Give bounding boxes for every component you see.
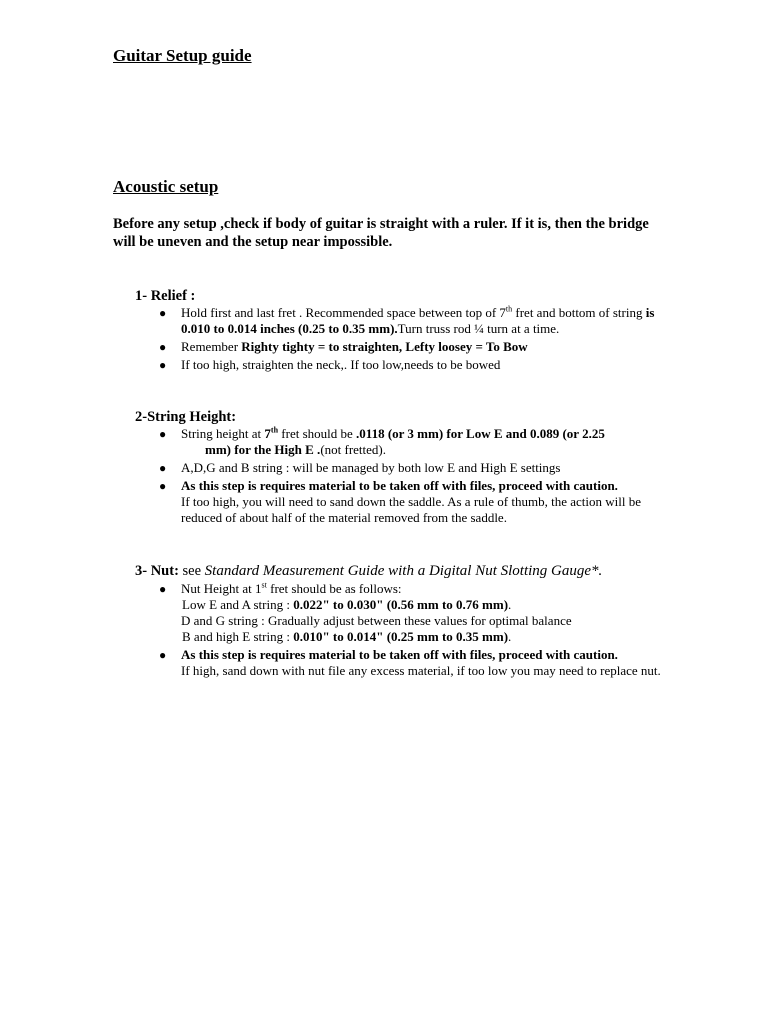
- nut-b1-sup: st: [261, 580, 267, 590]
- string-height-heading: 2-String Height:: [135, 409, 237, 425]
- list-item: [159, 304, 666, 337]
- bullet-icon: ●: [159, 358, 167, 372]
- sh-b1-bold: .0118 (or 3 mm) for Low E and 0.089 (or 2.25: [356, 426, 605, 441]
- nut-be-line: [181, 629, 666, 645]
- nut-low-e-value: 0.022" to 0.030" (0.56 mm to 0.76 mm): [293, 597, 509, 612]
- bullet-icon: ●: [159, 648, 167, 662]
- section-title-acoustic-setup: Acoustic setup: [113, 177, 219, 196]
- bullet-icon: ●: [159, 427, 167, 441]
- relief-b3-text: If too high, straighten the neck,. If too low,needs to be bowed: [181, 357, 501, 372]
- relief-list: [159, 304, 666, 375]
- sh-b1-bold-num: 7: [264, 426, 271, 441]
- relief-b1-sup: th: [505, 304, 513, 314]
- sh-b3-text: If too high, you will need to sand down the saddle. As a rule of thumb, the action will be reduced of about half of the material removed from the saddle.: [181, 494, 641, 525]
- sh-b1-sup: th: [270, 425, 279, 435]
- nut-heading-italic: Standard Measurement Guide with a Digital Nut Slotting Gauge*.: [204, 563, 603, 579]
- intro-paragraph: Before any setup ,check if body of guitar is straight with a ruler. If it is, then the bridge will be uneven and the setup near impossible.: [113, 216, 649, 250]
- sh-b3-bold: As this step is requires material to be taken off with files, proceed with caution.: [181, 478, 618, 493]
- nut-be-value: 0.010" to 0.014" (0.25 mm to 0.35 mm): [293, 629, 509, 644]
- sh-b1-text: String height at: [181, 426, 265, 441]
- nut-be-end: .: [508, 629, 512, 644]
- list-item: [159, 425, 666, 458]
- sh-b1-text3: (not fretted).: [320, 442, 387, 457]
- relief-b1-text: Hold first and last fret . Recommended space between top of 7: [181, 305, 506, 320]
- list-item: [159, 478, 666, 526]
- nut-dg-line: D and G string : Gradually adjust between these values for optimal balance: [181, 613, 572, 628]
- list-item: [159, 339, 666, 355]
- bullet-icon: ●: [159, 340, 167, 354]
- relief-heading: 1- Relief :: [135, 288, 196, 304]
- relief-b1-text2: fret and bottom of string: [512, 305, 646, 320]
- nut-heading-plain: see: [178, 563, 205, 579]
- nut-b1-text2: fret should be as follows:: [266, 581, 402, 596]
- bullet-icon: ●: [159, 306, 167, 320]
- nut-be-label: B and high E string :: [182, 629, 294, 644]
- list-item: [159, 647, 666, 679]
- list-item: [159, 357, 666, 373]
- nut-heading: [135, 563, 602, 580]
- nut-b2-text: If high, sand down with nut file any excess material, if too low you may need to replace nut.: [181, 663, 661, 678]
- sh-b2-text: A,D,G and B string : will be managed by both low E and High E settings: [181, 460, 561, 475]
- nut-list: [159, 580, 666, 681]
- list-item: [159, 580, 666, 645]
- nut-heading-bold: 3- Nut:: [135, 563, 179, 579]
- document-title: Guitar Setup guide: [113, 46, 252, 65]
- relief-b2-bold: Righty tighty = to straighten, Lefty loosey = To Bow: [241, 339, 528, 354]
- nut-low-e-line: [181, 597, 666, 613]
- nut-b1-text: Nut Height at 1: [181, 581, 262, 596]
- nut-b2-bold: As this step is requires material to be taken off with files, proceed with caution.: [181, 647, 618, 662]
- bullet-icon: ●: [159, 582, 167, 596]
- nut-low-e-label: Low E and A string :: [182, 597, 294, 612]
- string-height-list: [159, 425, 666, 528]
- bullet-icon: ●: [159, 461, 167, 475]
- relief-b1-bold: is 0.010 to 0.014 inches (0.25 to 0.35 mm).: [181, 305, 655, 336]
- nut-low-e-end: .: [508, 597, 512, 612]
- bullet-icon: ●: [159, 479, 167, 493]
- relief-b1-text3: Turn truss rod ¼ turn at a time.: [397, 321, 560, 336]
- list-item: [159, 460, 666, 476]
- relief-b2-text: Remember: [181, 339, 242, 354]
- sh-b1-bold2: mm) for the High E .: [205, 442, 321, 457]
- sh-b1-text2: fret should be: [278, 426, 357, 441]
